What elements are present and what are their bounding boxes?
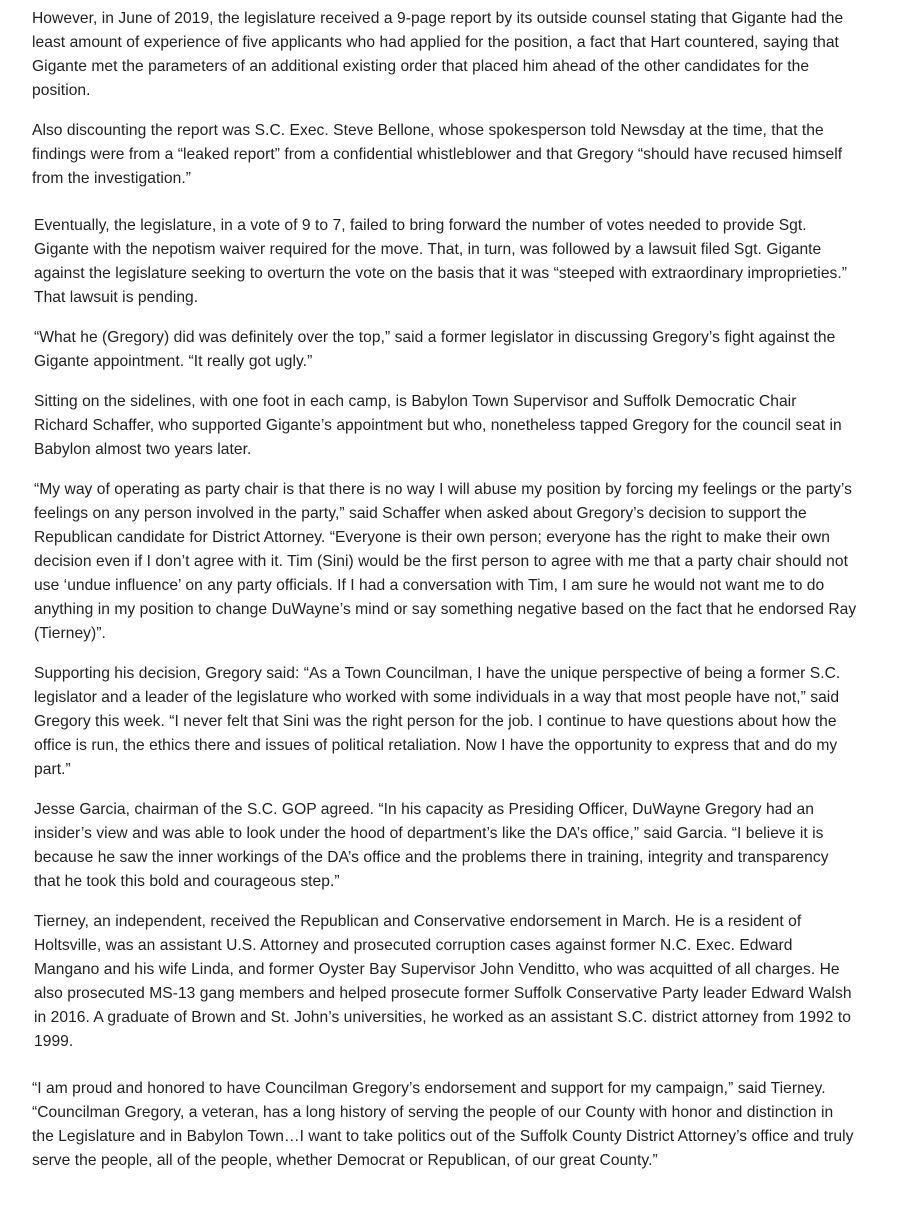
text-line: Supporting his decision, Gregory said: “As a Town Councilman, I have the unique perspective of being a former S.C.	[34, 665, 841, 682]
text-line: Mangano and his wife Linda, and former Oyster Bay Supervisor John Venditto, who was acquitted of all charges. He	[34, 961, 840, 978]
text-line: legislator and a leader of the legislature who worked with some individuals in a way that most people have not,” said	[34, 689, 840, 706]
text-line: “What he (Gregory) did was definitely over the top,” said a former legislator in discussing Gregory’s fight against the	[34, 329, 836, 346]
paragraph-garcia-quote	[34, 798, 829, 894]
text-line: Tierney, an independent, received the Republican and Conservative endorsement in March. He is a resident of	[34, 913, 802, 930]
text-line: against the legislature seeking to overturn the vote on the basis that it was “steeped with extraordinary improprieties.”	[34, 265, 848, 282]
paragraph-schaffer-quote	[34, 478, 856, 646]
text-line: position.	[32, 82, 91, 99]
text-line: Republican candidate for District Attorney. “Everyone is their own person; everyone has the right to make their own	[34, 529, 830, 546]
text-line: Richard Schaffer, who supported Gigante’s appointment but who, nonetheless tapped Gregory for the council seat in	[34, 417, 842, 434]
paragraph-bellone	[32, 119, 842, 191]
text-line: Also discounting the report was S.C. Exec. Steve Bellone, whose spokesperson told Newsday at the time, that the	[32, 122, 824, 139]
paragraph-former-legislator-quote	[34, 326, 835, 374]
text-line: least amount of experience of five applicants who had applied for the position, a fact that Hart countered, saying that	[32, 34, 839, 51]
text-line: “My way of operating as party chair is that there is no way I will abuse my position by forcing my feelings or the party’s	[34, 481, 852, 498]
text-line: Jesse Garcia, chairman of the S.C. GOP agreed. “In his capacity as Presiding Officer, DuWayne Gregory had an	[34, 801, 814, 818]
text-line: use ‘undue influence’ on any party officials. If I had a conversation with Tim, I am sure he would not want me to do	[34, 577, 825, 594]
text-line: Gigante with the nepotism waiver required for the move. That, in turn, was followed by a lawsuit filed Sgt. Gigante	[34, 241, 822, 258]
text-line: findings were from a “leaked report” from a confidential whistleblower and that Gregory “should have recused himself	[32, 146, 843, 163]
text-line: office is run, the ethics there and issues of political retaliation. Now I have the opportunity to express that and do my	[34, 737, 838, 754]
text-line: in 2016. A graduate of Brown and St. John’s universities, he worked as an assistant S.C. district attorney from 1992 to	[34, 1009, 851, 1026]
text-line: serve the people, all of the people, whether Democrat or Republican, of our great County.”	[32, 1152, 658, 1169]
text-line: that he took this bold and courageous step.”	[34, 873, 340, 890]
paragraph-vote-lawsuit	[34, 214, 847, 310]
text-line: feelings on any person involved in the party,” said Schaffer when asked about Gregory’s decision to support the	[34, 505, 807, 522]
text-line: However, in June of 2019, the legislature received a 9-page report by its outside counsel stating that Gigante had the	[32, 10, 844, 27]
text-line: also prosecuted MS-13 gang members and helped prosecute former Suffolk Conservative Party leader Edward Walsh	[34, 985, 852, 1002]
text-line: from the investigation.”	[32, 170, 191, 187]
text-line: Holtsville, was an assistant U.S. Attorney and prosecuted corruption cases against former N.C. Exec. Edward	[34, 937, 793, 954]
text-line: Gigante met the parameters of an additional existing order that placed him ahead of the other candidates for the	[32, 58, 810, 75]
text-line: insider’s view and was able to look under the hood of department’s like the DA’s office,” said Garcia. “I believe it is	[34, 825, 824, 842]
text-line: Eventually, the legislature, in a vote of 9 to 7, failed to bring forward the number of votes needed to provide Sgt.	[34, 217, 807, 234]
text-line: Gregory this week. “I never felt that Sini was the right person for the job. I continue to have questions about how the	[34, 713, 837, 730]
paragraph-tierney-quote	[32, 1077, 853, 1173]
text-line: Gigante appointment. “It really got ugly.”	[34, 353, 313, 370]
paragraph-report-gigante	[32, 7, 843, 103]
text-line: because he saw the inner workings of the DA’s office and the problems there in training, integrity and transparency	[34, 849, 829, 866]
text-line: “I am proud and honored to have Councilman Gregory’s endorsement and support for my campaign,” said Tierney.	[32, 1080, 826, 1097]
text-line: Babylon almost two years later.	[34, 441, 252, 458]
text-line: part.”	[34, 761, 71, 778]
text-line: anything in my position to change DuWayne’s mind or say something negative based on the fact that he endorsed Ray	[34, 601, 857, 618]
text-line: “Councilman Gregory, a veteran, has a long history of serving the people of our County with honor and distinction in	[32, 1104, 834, 1121]
text-line: Sitting on the sidelines, with one foot in each camp, is Babylon Town Supervisor and Suffolk Democratic Chair	[34, 393, 797, 410]
text-line: the Legislature and in Babylon Town…I want to take politics out of the Suffolk County District Attorney’s office and truly	[32, 1128, 854, 1145]
paragraph-tierney-background	[34, 910, 852, 1054]
paragraph-gregory-quote	[34, 662, 840, 782]
paragraph-schaffer-intro	[34, 390, 842, 462]
text-line: That lawsuit is pending.	[34, 289, 199, 306]
text-line: decision even if I don’t agree with it. Tim (Sini) would be the first person to agree with me that a party chair should not	[34, 553, 848, 570]
text-line: 1999.	[34, 1033, 74, 1050]
text-line: (Tierney)”.	[34, 625, 106, 642]
